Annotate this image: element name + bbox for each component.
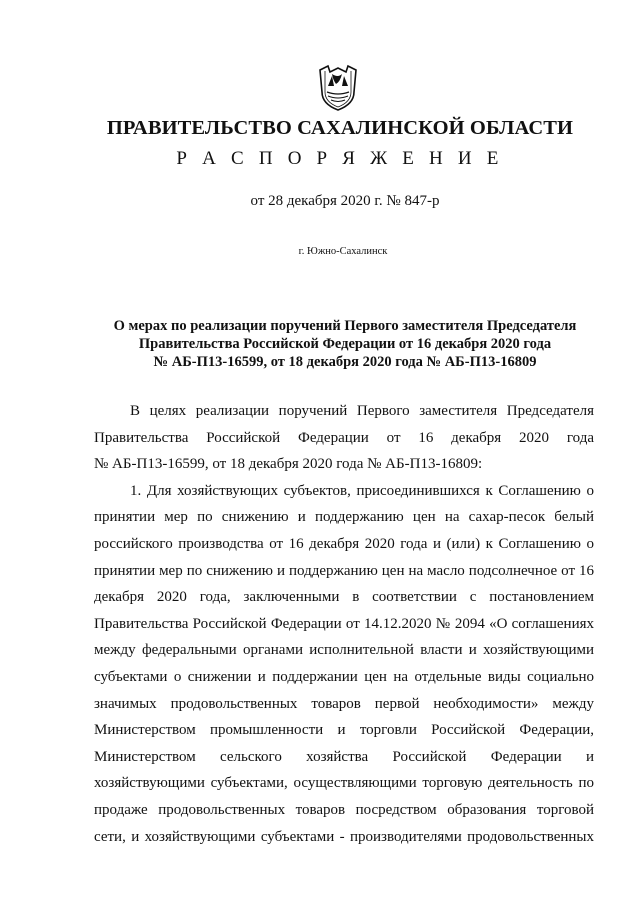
document-body — [94, 398, 594, 850]
body-line: 1. Для хозяйствующих субъектов, присоединившихся к Соглашению о — [130, 482, 594, 499]
body-line: Министерством промышленности и торговли Российской Федерации, — [94, 722, 594, 739]
body-line: Правительства Российской Федерации от 14.12.2020 № 2094 «О соглашениях — [94, 615, 594, 632]
heading-line: № АБ-П13-16599, от 18 декабря 2020 года № АБ-П13-16809 — [153, 354, 537, 370]
body-line: принятии мер по снижению и поддержанию цен на сахар-песок белый — [94, 509, 594, 526]
body-line: В целях реализации поручений Первого заместителя Председателя — [130, 403, 594, 419]
body-line: хозяйствующими субъектами, осуществляющими торговую деятельность по — [94, 775, 594, 792]
body-line: принятии мер по снижению и поддержанию цен на масло подсолнечное от 16 — [94, 562, 594, 579]
heading-line: О мерах по реализации поручений Первого заместителя Председателя — [113, 318, 577, 334]
document-heading — [100, 317, 590, 371]
document-city: г. Южно-Сахалинск — [298, 246, 388, 257]
body-line: продаже продовольственных товаров посредством образования торговой — [94, 801, 594, 818]
body-line: сети, и хозяйствующими субъектами - производителями продовольственных — [94, 828, 594, 845]
body-line: № АБ-П13-16599, от 18 декабря 2020 года № АБ-П13-16809: — [94, 456, 483, 473]
body-line: декабря 2020 года, заключенными в соответствии с постановлением — [94, 589, 594, 606]
body-line: субъектами о снижении и поддержании цен на отдельные виды социально — [94, 668, 594, 685]
body-line: Правительства Российской Федерации от 16 декабря 2020 года — [94, 429, 594, 446]
government-title: ПРАВИТЕЛЬСТВО САХАЛИНСКОЙ ОБЛАСТИ — [106, 117, 574, 139]
body-line: значимых продовольственных товаров первой необходимости» между — [94, 695, 594, 712]
body-line: российского производства от 16 декабря 2020 года и (или) к Соглашению о — [94, 535, 594, 552]
coat-of-arms-icon — [316, 62, 360, 112]
document-date-number: от 28 декабря 2020 г. № 847-р — [250, 193, 440, 209]
body-line: Министерством сельского хозяйства Российской Федерации и — [94, 748, 594, 765]
body-line: между федеральными органами исполнительной власти и хозяйствующими — [94, 642, 594, 659]
document-type: Р А С П О Р Я Ж Е Н И Е — [176, 148, 504, 169]
heading-line: Правительства Российской Федерации от 16 декабря 2020 года — [138, 336, 552, 352]
